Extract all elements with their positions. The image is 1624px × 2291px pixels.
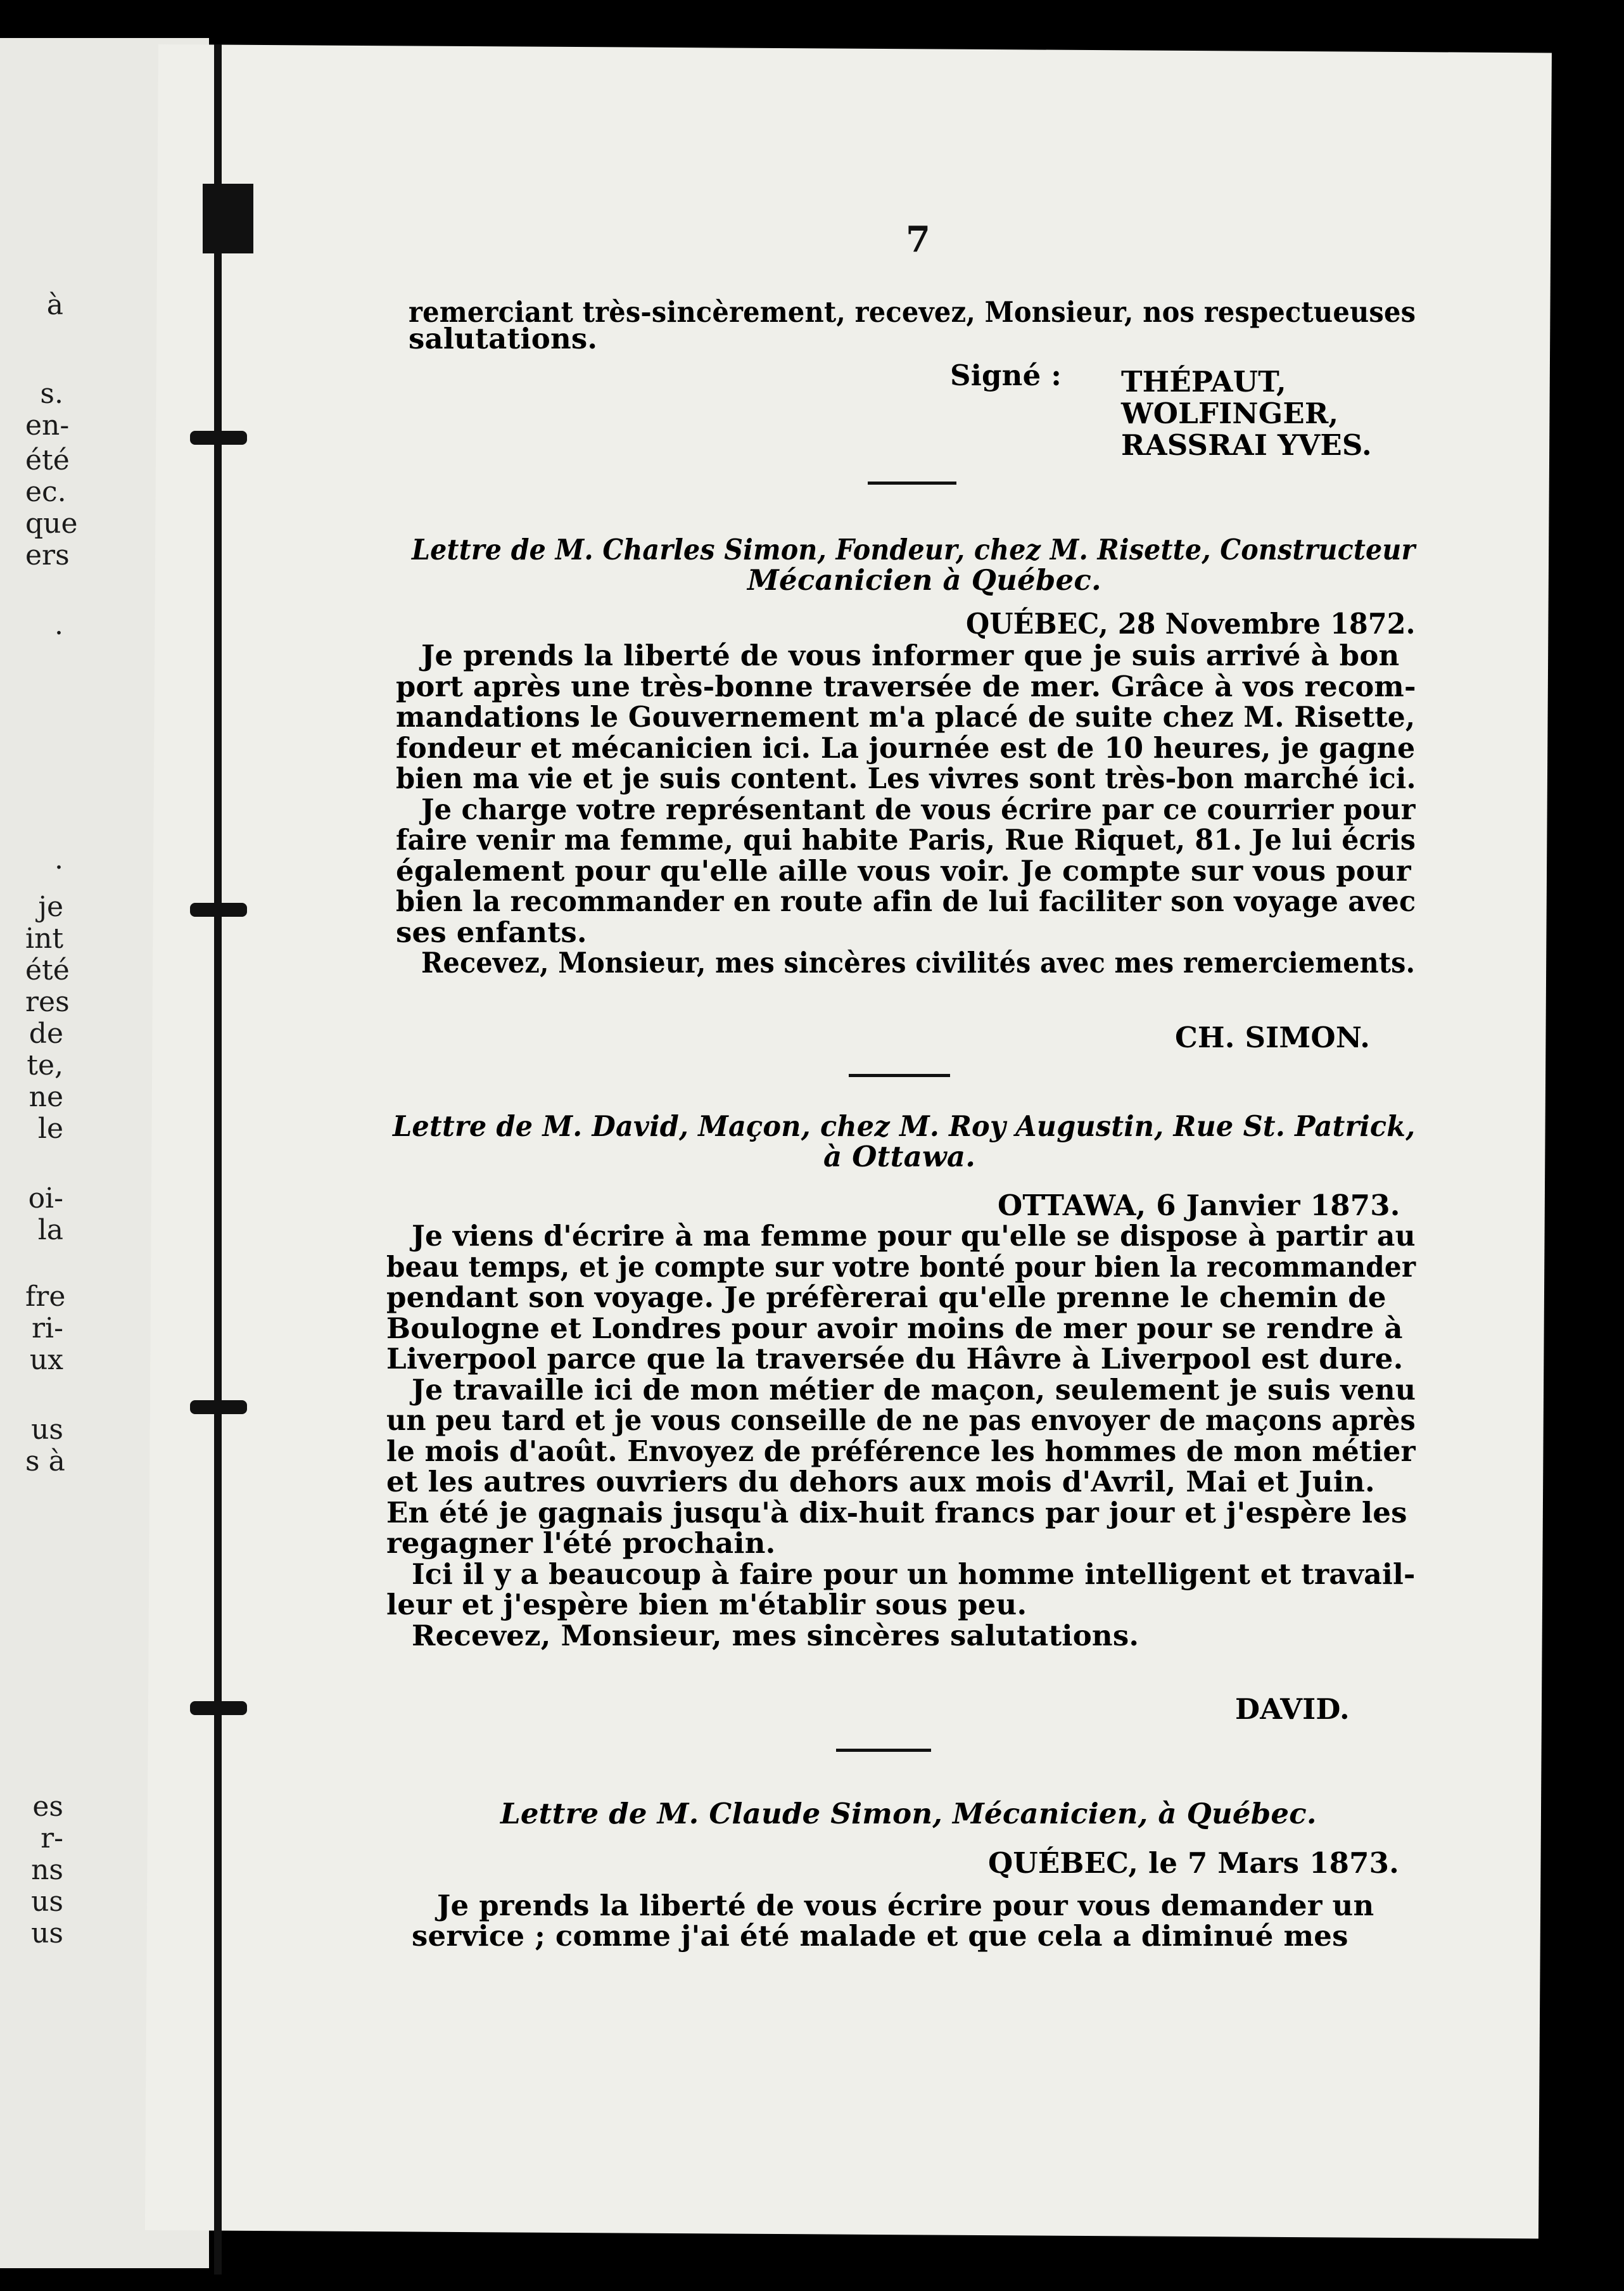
body-line: pendant son voyage. Je préfèrerai qu'elle prenne le chemin de [386,1280,1386,1314]
signed-label: Signé : [950,359,1062,392]
binding-stitch [190,1701,247,1715]
body-line: Boulogne et Londres pour avoir moins de mer pour se rendre à [386,1311,1403,1345]
body-line: et les autres ouvriers du dehors aux mois d'Avril, Mai et Juin. [386,1465,1375,1498]
facing-page-fragment: s. [40,378,63,410]
binding-stitch [190,431,247,445]
facing-page-fragment: la [37,1214,63,1246]
body-line: Liverpool parce que la traversée du Hâvre à Liverpool est dure. [386,1342,1404,1375]
facing-page-fragment: . [54,609,63,641]
body-line: Je prends la liberté de vous écrire pour vous demander un [437,1889,1374,1922]
body-line: Recevez, Monsieur, mes sincères salutations. [412,1618,1139,1652]
facing-page-fragment: ux [29,1344,63,1376]
letter3-dateline: OTTAWA, 6 Janvier 1873. [998,1189,1400,1222]
facing-page-fragment: de [29,1018,63,1050]
body-line: Je charge votre représentant de vous écrire par ce courrier pour [421,792,1416,826]
body-line: leur et j'espère bien m'établir sous peu. [386,1588,1027,1621]
body-line: également pour qu'elle aille vous voir. Je compte sur vous pour [396,853,1411,888]
letter4-heading: Lettre de M. Claude Simon, Mécanicien, à Québec. [500,1797,1317,1830]
facing-page-fragment: us [31,1886,63,1918]
signer: THÉPAUT, [1121,365,1286,399]
body-line: le mois d'août. Envoyez de préférence les hommes de mon métier [386,1434,1416,1468]
separator-rule [868,482,956,485]
letter3-signature: DAVID. [1235,1692,1350,1726]
facing-page-fragment: ri- [32,1312,63,1344]
facing-page-fragment: ec. [25,476,67,508]
body-line: beau temps, et je compte sur votre bonté pour bien la recommander [386,1249,1416,1284]
letter2-heading: Mécanicien à Québec. [747,563,1101,597]
facing-page-fragment: te, [27,1049,63,1082]
letter1-line: salutations. [409,322,598,355]
letter4-dateline: QUÉBEC, le 7 Mars 1873. [988,1846,1399,1880]
facing-page-fragment: ers [25,539,70,571]
letter2-dateline: QUÉBEC, 28 Novembre 1872. [966,607,1416,641]
body-line: regagner l'été prochain. [386,1526,776,1560]
letter3-heading: à Ottawa. [823,1140,976,1173]
separator-rule [849,1074,950,1077]
binding-thread [214,44,222,2275]
facing-page-fragment: r- [41,1822,63,1854]
body-line: service ; comme j'ai été malade et que cela a diminué mes [412,1919,1348,1953]
binding-stitch [190,903,247,917]
body-line: Je prends la liberté de vous informer que je suis arrivé à bon [421,639,1400,672]
facing-page-fragment: été [25,444,70,476]
body-line: port après une très-bonne traversée de mer. Grâce à vos recom- [396,669,1416,703]
facing-page-fragment: res [25,986,70,1018]
facing-page-fragment: int [25,922,64,955]
letter2-signature: CH. SIMON. [1175,1021,1371,1054]
facing-page-fragment: je [38,891,63,923]
facing-page-fragment: . [54,843,63,876]
body-line: Ici il y a beaucoup à faire pour un homme intelligent et travail- [412,1557,1416,1591]
facing-page-fragment: en- [25,409,70,442]
facing-page-fragment: que [25,507,78,540]
body-line: fondeur et mécanicien ici. La journée est de 10 heures, je gagne [396,731,1416,765]
facing-page-fragment: été [25,954,70,986]
letter2-heading: Lettre de M. Charles Simon, Fondeur, chez M. Risette, Constructeur [412,533,1416,566]
facing-page-fragment: us [31,1917,63,1950]
body-line: un peu tard et je vous conseille de ne pas envoyer de maçons après [386,1403,1416,1437]
facing-page-fragment: es [32,1790,63,1823]
facing-page-fragment: le [37,1113,63,1145]
binding-stitch [190,1400,247,1414]
binding-tab [203,184,253,253]
facing-page-fragment: ne [29,1081,63,1113]
facing-page-fragment: à [46,289,63,321]
body-line: faire venir ma femme, qui habite Paris, Rue Riquet, 81. Je lui écris [396,823,1416,857]
page-number: 7 [906,219,930,260]
facing-page-fragment: oi- [28,1182,63,1215]
facing-page-fragment: fre [25,1280,66,1313]
signer: RASSRAI YVES. [1121,428,1372,462]
letter1-line: remerciant très-sincèrement, recevez, Monsieur, nos respectueuses [409,295,1416,329]
body-line: En été je gagnais jusqu'à dix-huit francs par jour et j'espère les [386,1495,1407,1529]
body-line: Recevez, Monsieur, mes sincères civilités avec mes remerciements. [421,946,1416,980]
signer: WOLFINGER, [1121,397,1339,430]
body-line: bien la recommander en route afin de lui faciliter son voyage avec [396,884,1416,918]
body-line: Je travaille ici de mon métier de maçon, seulement je suis venu [412,1372,1416,1407]
body-line: ses enfants. [396,915,587,949]
body-line: mandations le Gouvernement m'a placé de suite chez M. Risette, [396,700,1416,734]
facing-page-fragment: ns [31,1854,63,1886]
body-line: Je viens d'écrire à ma femme pour qu'elle se dispose à partir au [412,1219,1416,1253]
body-line: bien ma vie et je suis content. Les vivres sont très-bon marché ici. [396,762,1416,795]
facing-page-fragment: s à [25,1445,65,1477]
letter3-heading: Lettre de M. David, Maçon, chez M. Roy Augustin, Rue St. Patrick, [393,1109,1416,1143]
facing-page-fragment: us [31,1414,63,1446]
separator-rule [836,1749,931,1752]
